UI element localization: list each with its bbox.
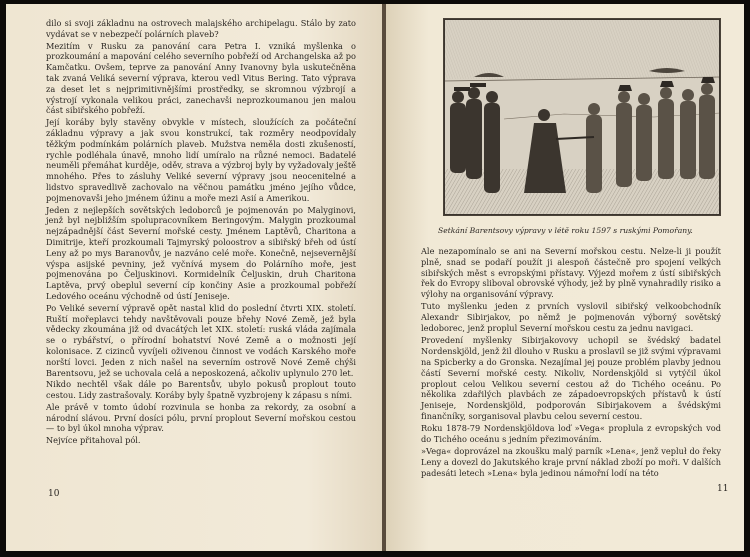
paragraph: Po Veliké severní výpravě opět nastal klid do poslední čtvrti XIX. století. Ruští mořeplavci tehdy navštěvovali pouze břehy Nové Země, jež byla vědecky zkoumána již od dvacátých let XIX. století: ruská vláda zajímala se o rybářství, o přírodní bohatství Nové Země a o možnosti její kolonisace. Z cizinců vyvíjeli oživenou činnost ve vodách Karského moře norští lovci. Jeden z nich našel na severním ostrově Nové Země chýši Barentsovu, jež se uchovala celá a neposkozená, ačkoliv uplynulo 270 let.	[46, 302, 356, 378]
paragraph: Jeden z nejlepších sovětských ledoborců je pojmenován po Malyginovi, jenž byl nejbližším spolupracovníkem Beringovým. Malygin prozkoumal nejzápadnější část Severní mořské cesty. Jménem Laptěvů, Charitona a Dimitrije, kteří prozkoumali Tajmyrský poloostrov a sibiřský břeh od ústí Leny až po mys Baranovův, je nazváno celé moře. Konečně, nejsevernější výspa asijské pevniny, jež vyčnívá mysem do Polárního moře, jest pojmenována po Čeljuskinovi. Kormidelník Čeljuskin, druh Charitona Laptěva, prvý obeplul severní cíp končiny Asie a prozkoumal pobřeží Ledového oceánu východně od ústí Jeniseje.	[46, 204, 356, 301]
right-page-text	[421, 246, 721, 479]
illustration-caption: Setkání Barentsovy výpravy v létě roku 1597 s ruskými Pomořany.	[438, 226, 693, 235]
paragraph: Tuto myšlenku jeden z prvních vyslovil sibiřský velkoobchodník Alexandr Sibirjakov, po němž je pojmenován výborný sovětský ledoborec, jenž proplul Severní mořskou cestu za jednu navigaci.	[421, 301, 721, 334]
paragraph: »Vega« doprovázel na zkoušku malý parník »Lena«, jenž vepluł do řeky Leny a dovezl do Jakutského kraje první náklad zboží po moři. V dalších padesáti letech »Lena« byla jedinou námořní lodí na této	[421, 446, 721, 478]
paragraph: Mezitím v Rusku za panování cara Petra I. vzniká myšlenka o prozkoumání a mapování celého severního pobřeží od Archangelska až po Kamčatku. Ovšem, teprve za panování Anny Ivanovny byla uskutečněna tak zvaná Veliká severní výprava, kterou vedl Vitus Bering. Tato výprava za deset let s nejprimitivnějšími prostředky, se skromnou výzbrojí a výstrojí vykonala velikou práci, zanechavši neprozkoumanou jen malou část sibiřského pobřeží.	[46, 40, 356, 116]
page-number-right: 11	[717, 484, 729, 494]
book-spread	[6, 4, 744, 551]
right-page	[386, 4, 744, 551]
paragraph: Nejvíce přitahoval pól.	[46, 435, 141, 446]
left-page-text	[46, 18, 356, 446]
engraving-illustration	[443, 18, 721, 216]
page-number-left: 10	[48, 489, 60, 499]
paragraph: Ale právě v tomto údobí rozvinula se honba za rekordy, za osobní a národní slávou. První dosíci pólu, první proplout Severní mořskou cestou — to byl úkol mnoha výprav.	[46, 401, 356, 434]
paragraph: Nikdo nechtěl však dále po Barentsův, ubylo pokusů proplout touto cestou. Lidy zastrašovaly. Koráby byly špatně vyzbrojeny k zápasu s ními.	[46, 379, 356, 401]
paragraph: Roku 1878-79 Nordenskjöldova loď »Vega« proplula z evropských vod do Tichého oceánu s jedním přezimováním.	[421, 423, 721, 445]
paragraph: dilo si svoji základnu na ostrovech malajského archipelagu. Stálo by zato vydávat se v nebezpečí polárních plaveb?	[46, 18, 356, 39]
paragraph: Provedení myšlenky Sibirjakovovy uchopil se švédský badatel Nordenskjöld, jenž žil dlouho v Rusku a proslavil se již svými výpravami na Spicberky a do Gronska. Nezajímal jej pouze problém plavby jednou částí Severní mořské cesty. Nikoliv, Nordenskjöld si vytýčil úkol proplout celou Velikou severní cestou až do Tichého oceánu. Po několika zdařilých plavbách ze západoevropských přístavů k ústí Jeniseje, Nordenskjöld, podporován Sibirjakovem a švédskými finančníky, sorganisoval plavbu celou severní cestou.	[421, 335, 721, 421]
left-page	[6, 4, 382, 551]
engraving-image	[444, 19, 720, 215]
paragraph: Ale nezapomínalo se ani na Severní mořskou cestu. Nelze-li ji použít plně, snad se podaří použít ji alespoň částečně pro spojení velkých sibiřských měst s evropskými přístavy. Výjezd mořem z ústí sibiřských řek do Evropy sliboval obrovské výhody, jež by plně vynahradily risiko a výlohy na organisování výpravy.	[421, 246, 721, 300]
paragraph: Její koráby byly stavěny obvykle v místech, sloužících za počáteční základnu výpravy a jak svou konstrukcí, tak rozměry neodpovídaly těžkým podmínkám polárních plaveb. Mužstva neměla dosti zkušeností, rychle podléhala únavě, mnoho lidí umíralo na různé nemoci. Badatelé neuměli přemáhat kurděje, oděv, strava a výzbroj byly by vyžadovaly ještě mnohého. Přes to zásluhy Veliké severní výpravy jsou neocenitelné a lidstvo spravedlivě zachovalo na věčnou památku jméno jejího vůdce, pojmenovavši jeho jménem úžinu a moře mezi Asií a Amerikou.	[46, 117, 356, 203]
